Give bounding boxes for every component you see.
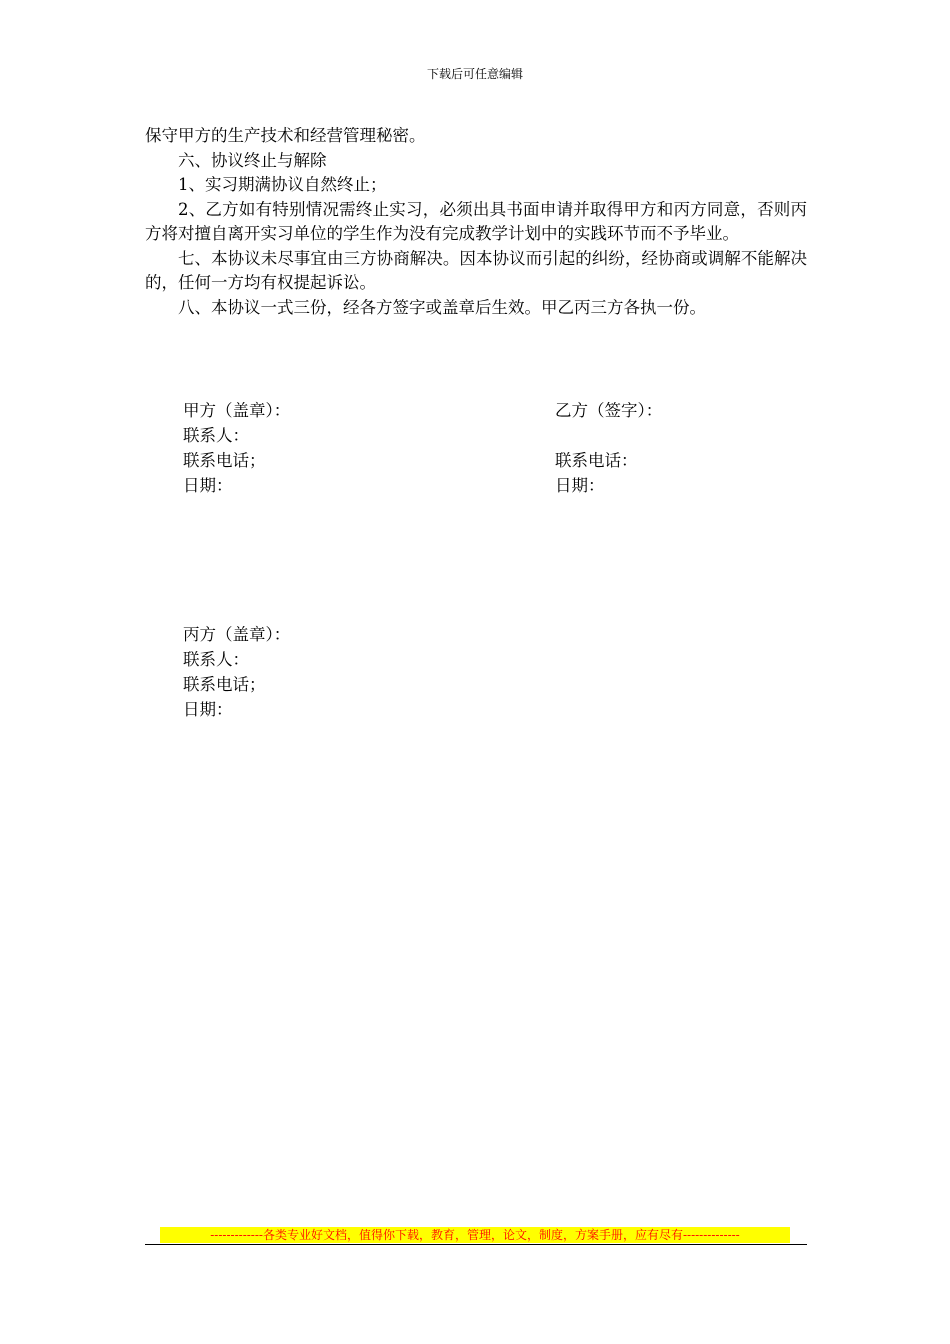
- party-c-contact: 联系人：: [183, 650, 249, 669]
- footer-divider: [145, 1244, 807, 1245]
- page-header: 下载后可任意编辑: [426, 67, 523, 81]
- document-body: [145, 124, 807, 320]
- party-c-phone: 联系电话；: [183, 675, 266, 694]
- party-a-title: 甲方（盖章）：: [183, 401, 291, 420]
- paragraph-clause-1: 1、实习期满协议自然终止；: [178, 175, 387, 194]
- section-heading-termination: 六、协议终止与解除: [178, 150, 327, 170]
- section-eight-paragraph: 八、本协议一式三份，经各方签字或盖章后生效。甲乙丙三方各执一份。: [178, 297, 706, 317]
- party-c-date: 日期：: [183, 700, 233, 719]
- paragraph-clause-2: 2、乙方如有特别情况需终止实习，必须出具书面申请并取得甲方和丙方同意，否则丙方将对擅自离开实习单位的学生作为没有完成教学计划中的实践环节而不予毕业。: [145, 199, 807, 243]
- party-b-signature-block: [555, 398, 662, 498]
- party-b-spacer: [555, 423, 662, 448]
- party-a-contact: 联系人：: [183, 426, 249, 445]
- party-a-phone: 联系电话；: [183, 451, 266, 470]
- party-c-signature-block: [183, 622, 290, 722]
- party-b-title: 乙方（签字）：: [555, 401, 663, 420]
- party-c-title: 丙方（盖章）：: [183, 625, 291, 644]
- party-b-phone: 联系电话：: [555, 451, 638, 470]
- section-seven-paragraph: 七、本协议未尽事宜由三方协商解决。因本协议而引起的纠纷，经协商或调解不能解决的，任何一方均有权提起诉讼。: [145, 248, 807, 292]
- party-b-date: 日期：: [555, 476, 605, 495]
- footer-banner: -------------各类专业好文档，值得你下载，教育，管理，论文，制度，方案手册，应有尽有--------------: [160, 1227, 790, 1243]
- party-a-date: 日期：: [183, 476, 233, 495]
- party-a-signature-block: [183, 398, 290, 498]
- paragraph-continuation: 保守甲方的生产技术和经营管理秘密。: [145, 126, 426, 145]
